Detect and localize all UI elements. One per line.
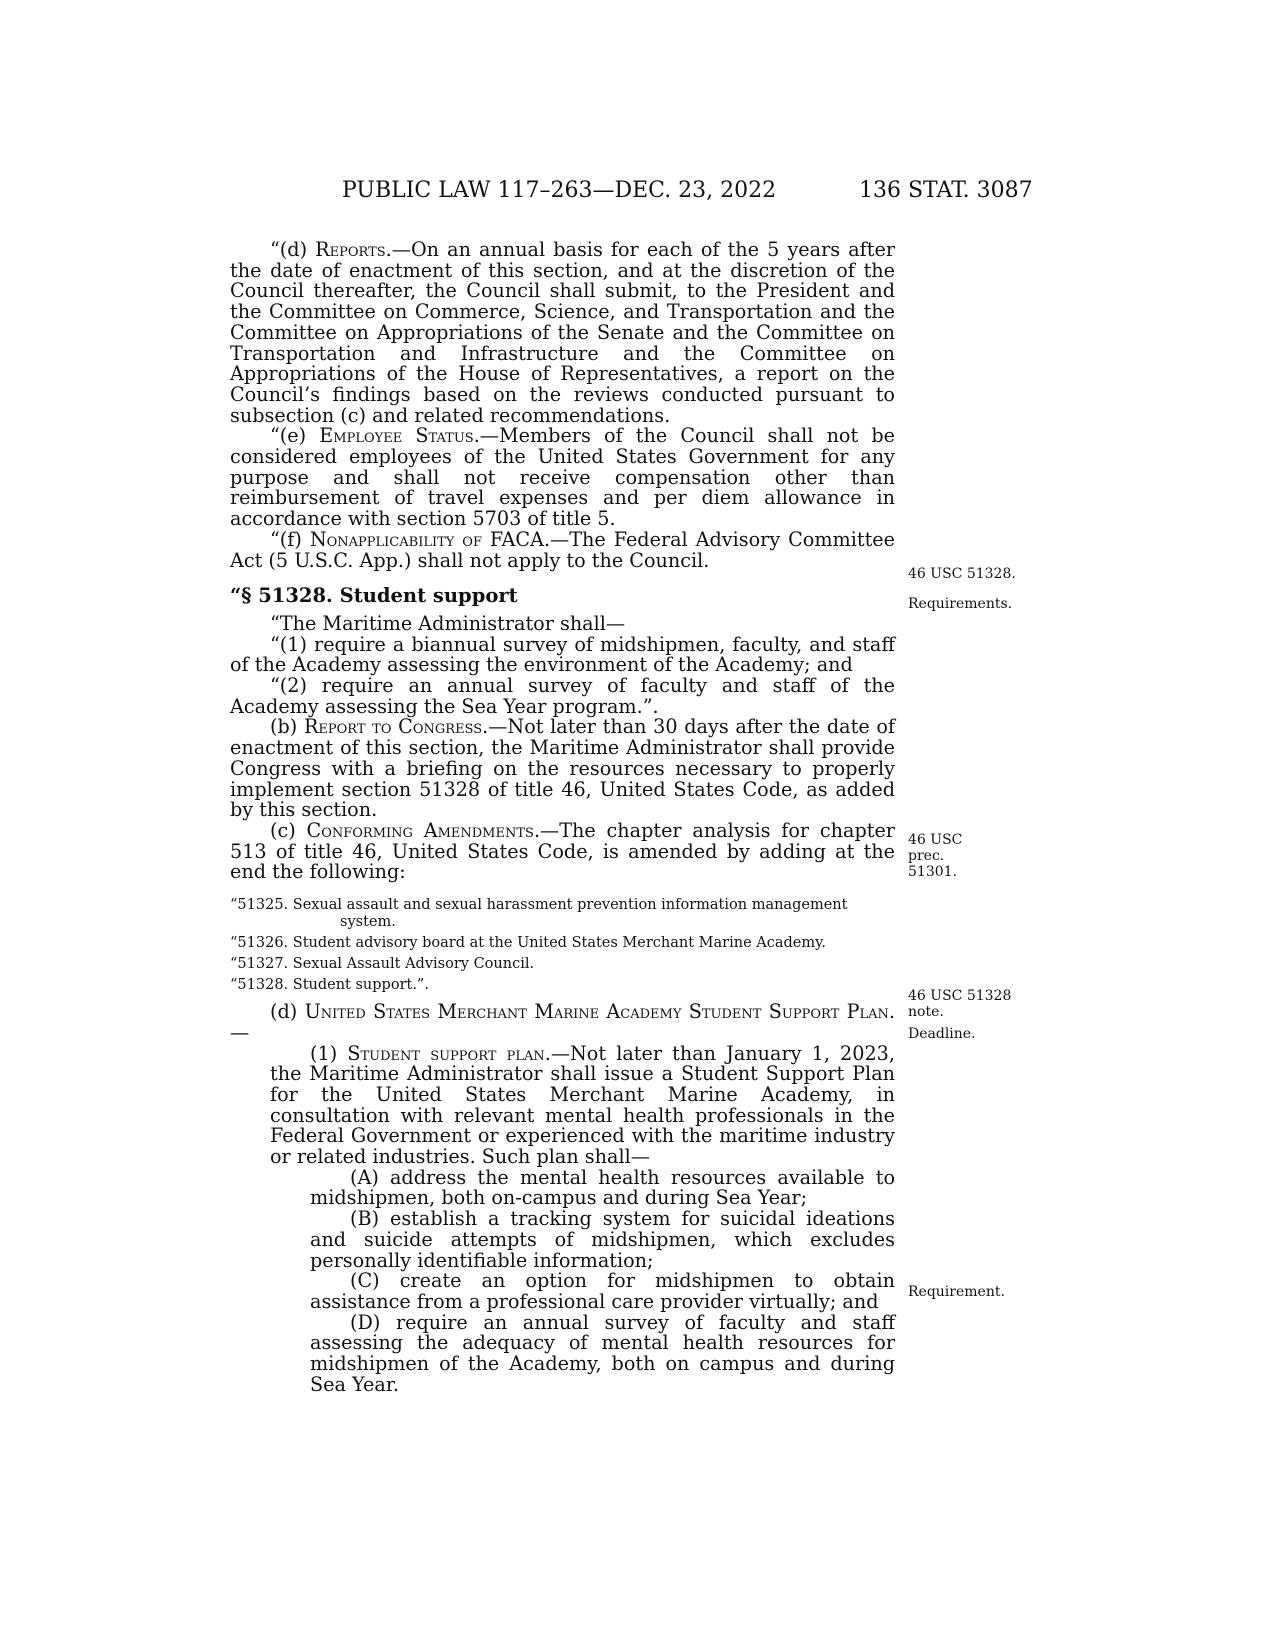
margin-note-usc-51328: 46 USC 51328.	[908, 566, 1016, 582]
margin-note-usc-prec: 46 USC prec. 51301.	[908, 832, 963, 880]
margin-note-requirement: Requirement.	[908, 1284, 1005, 1300]
toc-entry: “51328. Student support.”.	[230, 977, 429, 994]
public-law-title: PUBLIC LAW 117–263—DEC. 23, 2022	[342, 178, 777, 203]
intro-text: “The Maritime Administrator shall—	[270, 611, 626, 635]
paragraph-f-faca: “(f) Nonapplicability of FACA.—The Federal Advisory Committee Act (5 U.S.C. App.) shall not apply to the Council.	[230, 527, 895, 572]
subparagraph-c: (C) create an option for midshipmen to obtain assistance from a professional care provider virtually; and	[310, 1269, 895, 1313]
body-text	[230, 240, 895, 1395]
section-heading: “§ 51328. Student support	[230, 584, 518, 608]
page-number: 136 STAT. 3087	[859, 178, 1033, 203]
paragraph-d-reports: “(d) Reports.—On an annual basis for each of the 5 years after the date of enactment of this section, and at the discretion of the Council thereafter, the Council shall submit, to the President and the Committee on Commerce, Science, and Transportation and the Committee on Appropriations of the Senate and the Committee on Transportation and Infrastructure and the Committee on Appropriations of the House of Representatives, a report on the Council’s findings based on the reviews conducted pursuant to subsection (c) and related recommendations.	[230, 238, 895, 427]
margin-note-deadline: Deadline.	[908, 1026, 976, 1042]
item-2: “(2) require an annual survey of faculty and staff of the Academy assessing the Sea Year program.”.	[230, 674, 895, 718]
subparagraph-b: (B) establish a tracking system for suicidal ideations and suicide attempts of midshipmen, which excludes personally identifiable information;	[310, 1207, 895, 1272]
chapter-analysis-list	[230, 897, 895, 994]
paragraph-d1: (1) Student support plan.—Not later than January 1, 2023, the Maritime Administrator shall issue a Student Support Plan for the United States Merchant Marine Academy, in consultation with relevant mental health professionals in the Federal Government or experienced with the maritime industry or related industries. Such plan shall—	[270, 1041, 895, 1169]
margin-note-requirements: Requirements.	[908, 596, 1013, 612]
toc-entry: “51325. Sexual assault and sexual harassment prevention information management system.	[230, 897, 848, 931]
subparagraph-a: (A) address the mental health resources available to midshipmen, both on-campus and during Sea Year;	[310, 1165, 895, 1210]
paragraph-b-report: (b) Report to Congress.—Not later than 30 days after the date of enactment of this section, the Maritime Administrator shall provide Congress with a briefing on the resources necessary to properly implement section 51328 of title 46, United States Code, as added by this section.	[230, 715, 895, 822]
item-1: “(1) require a biannual survey of midshipmen, faculty, and staff of the Academy assessing the environment of the Academy; and	[230, 632, 895, 677]
paragraph-c-conforming: (c) Conforming Amendments.—The chapter analysis for chapter 513 of title 46, United States Code, is amended by adding at the end the following:	[230, 818, 895, 884]
paragraph-d-student-support: (d) United States Merchant Marine Academy Student Support Plan.—	[230, 1000, 895, 1044]
paragraph-e-employee-status: “(e) Employee Status.—Members of the Council shall not be considered employees of the United States Government for any purpose and shall not receive compensation other than reimbursement of travel expenses and per diem allowance in accordance with section 5703 of title 5.	[230, 424, 895, 531]
subparagraph-d: (D) require an annual survey of faculty and staff assessing the adequacy of mental health resources for midshipmen of the Academy, both on campus and during Sea Year.	[310, 1310, 895, 1396]
margin-note-usc-note: 46 USC 51328 note.	[908, 988, 1012, 1020]
running-head	[230, 178, 1033, 208]
toc-entry: “51327. Sexual Assault Advisory Council.	[230, 956, 535, 973]
toc-entry: “51326. Student advisory board at the United States Merchant Marine Academy.	[230, 935, 826, 952]
